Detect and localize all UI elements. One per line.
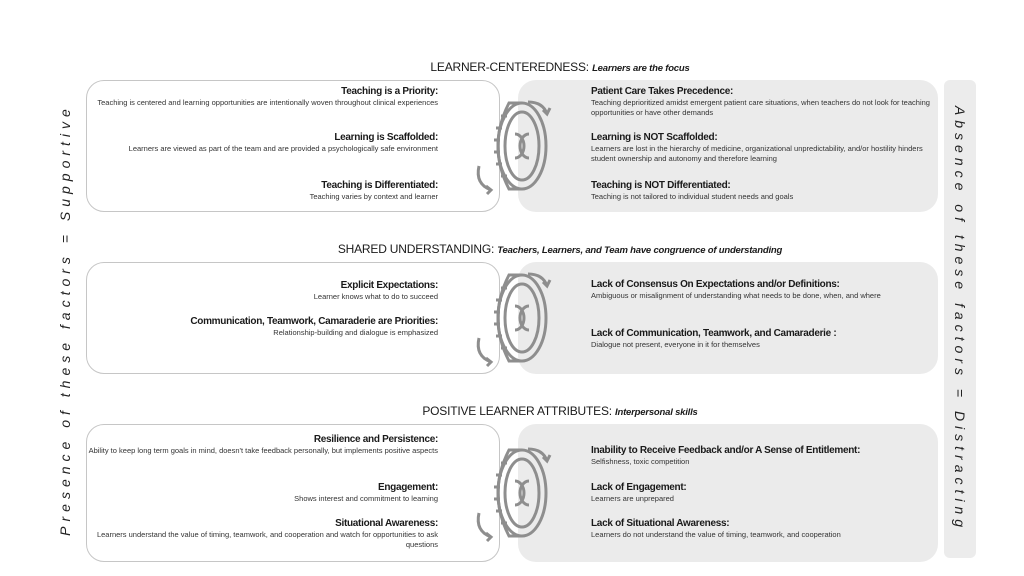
factor-heading: Teaching is NOT Differentiated: xyxy=(591,180,731,191)
section-subtitle: Learners are the focus xyxy=(592,63,690,74)
section-subtitle: Interpersonal skills xyxy=(615,407,698,418)
section-title: SHARED UNDERSTANDING: xyxy=(337,242,495,256)
factor-item xyxy=(86,279,438,302)
factor-description: Learners are viewed as part of the team and are provided a psychologically safe environment xyxy=(128,144,438,153)
factor-item xyxy=(591,517,931,540)
factor-description: Learner knows what to do to succeed xyxy=(313,292,438,301)
factor-description: Learners are unprepared xyxy=(591,494,674,503)
factor-description: Learners understand the value of timing, teamwork, and cooperation and watch for opportunities to ask questions xyxy=(96,530,438,549)
factor-heading: Patient Care Takes Precedence: xyxy=(591,86,734,97)
factor-heading: Teaching is a Priority: xyxy=(341,86,438,97)
factor-description: Teaching deprioritized amidst emergent patient care situations, when teachers do not look for teaching opportunities or have other demands xyxy=(591,98,930,117)
factor-description: Teaching varies by context and learner xyxy=(309,192,438,201)
section-title-shared-understanding xyxy=(200,242,920,256)
section-title: POSITIVE LEARNER ATTRIBUTES: xyxy=(422,404,612,418)
factor-description: Learners do not understand the value of timing, teamwork, and cooperation xyxy=(591,530,841,539)
factor-item xyxy=(86,315,438,338)
factor-description: Relationship-building and dialogue is emphasized xyxy=(273,328,438,337)
factor-description: Ambiguous or misalignment of understanding what needs to be done, when, and where xyxy=(591,291,881,300)
factor-item xyxy=(86,517,438,550)
factor-heading: Communication, Teamwork, Camaraderie are Priorities: xyxy=(190,316,438,327)
factor-item xyxy=(591,444,931,467)
flip-coin-icon xyxy=(471,94,557,198)
factor-item xyxy=(591,327,931,350)
section-shared-understanding xyxy=(86,262,938,374)
factor-description: Teaching is not tailored to individual student needs and goals xyxy=(591,192,794,201)
factor-heading: Resilience and Persistence: xyxy=(313,434,438,445)
side-label-distracting xyxy=(944,80,976,558)
factor-description: Ability to keep long term goals in mind, doesn't take feedback personally, but implements positive aspects xyxy=(88,446,438,455)
section-title-learner-centeredness xyxy=(200,60,920,74)
flip-coin-icon xyxy=(471,266,557,370)
factor-item xyxy=(591,179,931,202)
flip-coin-icon xyxy=(471,441,557,545)
side-label-distracting-text: Absence of these factors = Distracting xyxy=(952,105,968,533)
factor-item xyxy=(86,131,438,154)
factor-heading: Explicit Expectations: xyxy=(340,280,438,291)
factor-item xyxy=(591,85,931,118)
factor-heading: Learning is NOT Scaffolded: xyxy=(591,132,718,143)
factor-item xyxy=(591,481,931,504)
factor-description: Teaching is centered and learning opportunities are intentionally woven throughout clinical experiences xyxy=(97,98,438,107)
factor-item xyxy=(86,85,438,108)
factor-item xyxy=(86,433,438,456)
side-label-supportive xyxy=(52,95,78,545)
factor-item xyxy=(591,278,931,301)
factor-description: Shows interest and commitment to learning xyxy=(294,494,438,503)
section-positive-learner-attributes xyxy=(86,424,938,562)
factor-heading: Lack of Situational Awareness: xyxy=(591,518,730,529)
factor-heading: Situational Awareness: xyxy=(335,518,438,529)
factor-item xyxy=(86,179,438,202)
side-label-supportive-text: Presence of these factors = Supportive xyxy=(57,104,74,536)
factor-description: Dialogue not present, everyone in it for themselves xyxy=(591,340,760,349)
factor-description: Selfishness, toxic competition xyxy=(591,457,690,466)
section-title-positive-learner-attributes xyxy=(200,404,920,418)
factor-heading: Engagement: xyxy=(377,482,438,493)
factor-heading: Lack of Consensus On Expectations and/or Definitions: xyxy=(591,279,840,290)
factor-heading: Lack of Engagement: xyxy=(591,482,687,493)
section-subtitle: Teachers, Learners, and Team have congruence of understanding xyxy=(497,245,783,256)
factor-item xyxy=(591,131,931,164)
section-learner-centeredness xyxy=(86,80,938,212)
factor-item xyxy=(86,481,438,504)
section-title: LEARNER-CENTEREDNESS: xyxy=(430,60,589,74)
factor-description: Learners are lost in the hierarchy of medicine, organizational unpredictability, and/or hostility hinders student ownership and autonomy and therefore learning xyxy=(591,144,923,163)
factor-heading: Learning is Scaffolded: xyxy=(334,132,438,143)
factor-heading: Teaching is Differentiated: xyxy=(321,180,438,191)
factor-heading: Lack of Communication, Teamwork, and Camaraderie : xyxy=(591,328,837,339)
factor-heading: Inability to Receive Feedback and/or A Sense of Entitlement: xyxy=(591,445,861,456)
